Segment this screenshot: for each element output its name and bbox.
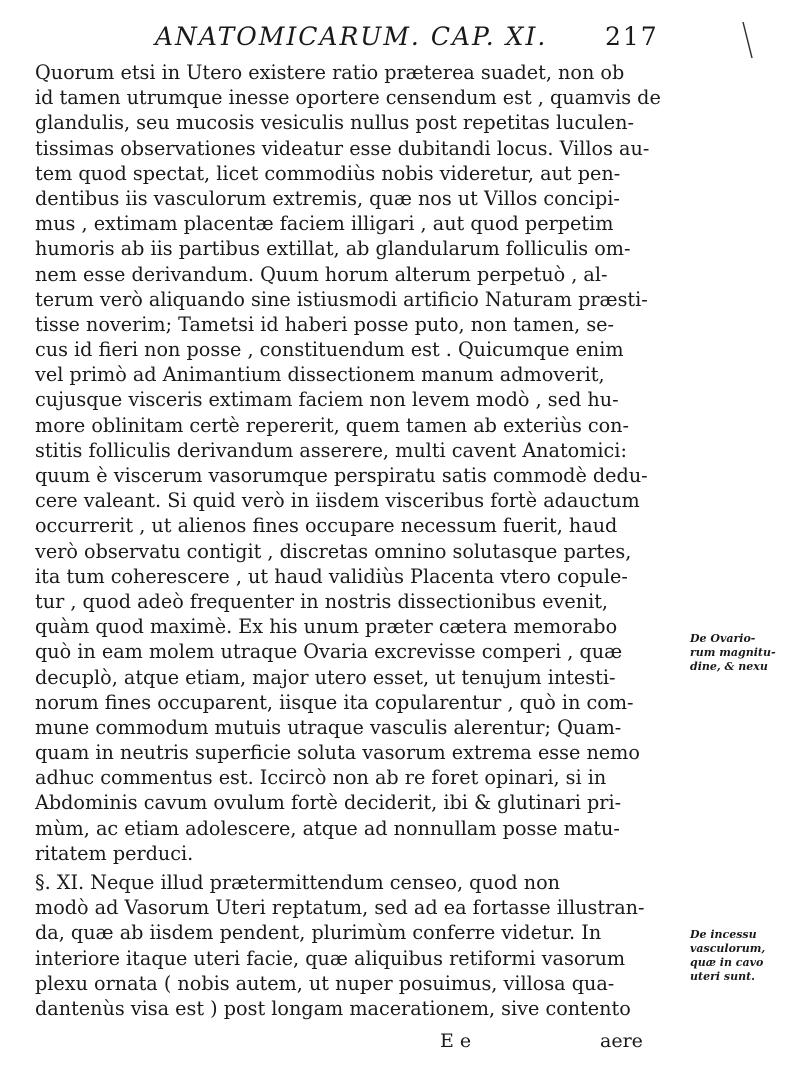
- text-line: verò observatu contigit , discretas omnino solutasque partes,: [35, 539, 632, 563]
- paragraph-1: [35, 60, 675, 866]
- text-line: quum è viscerum vasorumque perspiratu satis commodè dedu-: [35, 464, 648, 487]
- text-line: glandulis, seu mucosis vesiculis nullus post repetitas luculen-: [35, 111, 634, 135]
- text-line: decuplò, atque etiam, major utero esset, ut tenujum intesti-: [35, 665, 616, 689]
- text-line: quàm quod maximè. Ex his unum præter cætera memorabo: [35, 615, 618, 639]
- text-line: dantenùs visa est ) post longam macerationem, sive contento: [35, 996, 631, 1020]
- text-line: vel primò ad Animantium dissectionem manum admoverit,: [35, 363, 605, 387]
- margin-note-line: De incessu: [690, 928, 757, 941]
- text-line: quam in neutris superficie soluta vasorum extrema esse nemo: [35, 741, 640, 765]
- text-line: mùm, ac etiam adolescere, atque ad nonnullam posse matu-: [35, 816, 620, 840]
- margin-note-line: De Ovario-: [690, 632, 756, 645]
- signature-mark: E e: [440, 1030, 472, 1052]
- margin-note-ovaries: [690, 632, 780, 674]
- text-line: modò ad Vasorum Uteri reptatum, sed ad ea fortasse illustran-: [35, 896, 645, 920]
- catchword: aere: [600, 1030, 643, 1052]
- text-line: norum fines occuparent, iisque ita copularentur , quò in com-: [35, 690, 634, 714]
- text-line: more oblinitam certè repererit, quem tamen ab exteriùs con-: [35, 413, 630, 437]
- text-line: terum verò aliquando sine istiusmodi artificio Naturam præsti-: [35, 287, 648, 311]
- text-line: §. XI. Neque illud prætermittendum censeo, quod non: [35, 871, 560, 894]
- margin-note-line: uteri sunt.: [690, 970, 755, 983]
- text-line: cujusque visceris extimam faciem non levem modò , sed hu-: [35, 388, 619, 412]
- text-line: ita tum coherescere , ut haud validiùs Placenta vtero copule-: [35, 564, 628, 588]
- margin-note-line: quæ in cavo: [690, 956, 764, 969]
- header-title: ANATOMICARUM. CAP. XI.: [155, 22, 548, 51]
- text-line: tem quod spectat, licet commodiùs nobis videretur, aut pen-: [35, 161, 621, 185]
- text-line: tur , quod adeò frequenter in nostris dissectionibus evenit,: [35, 589, 609, 613]
- margin-note-vessels: [690, 928, 780, 984]
- text-line: tissimas observationes videatur esse dubitandi locus. Villos au-: [35, 136, 650, 160]
- text-line: nem esse derivandum. Quum horum alterum perpetuò , al-: [35, 262, 608, 286]
- text-line: humoris ab iis partibus extillat, ab glandularum folliculis om-: [35, 237, 631, 261]
- text-line: mus , extimam placentæ faciem illigari , aut quod perpetim: [35, 212, 614, 236]
- text-line: Quorum etsi in Utero existere ratio præterea suadet, non ob: [35, 61, 625, 84]
- margin-note-line: rum magnitu-: [690, 646, 776, 659]
- text-line: id tamen utrumque inesse oportere censendum est , quamvis de: [35, 86, 661, 110]
- text-line: adhuc commentus est. Iccircò non ab re foret opinari, si in: [35, 766, 607, 790]
- text-line: interiore itaque uteri facie, quæ aliquibus retiformi vasorum: [35, 946, 626, 970]
- running-header: [155, 22, 675, 52]
- text-line: dentibus iis vasculorum extremis, quæ nos ut Villos concipi-: [35, 186, 620, 210]
- margin-note-line: dine, & nexu: [690, 660, 768, 673]
- page-number: 217: [605, 22, 659, 51]
- text-line: mune commodum mutuis utraque vasculis alerentur; Quam-: [35, 715, 622, 739]
- margin-stroke-mark: [742, 20, 754, 60]
- text-line: cere valeant. Si quid verò in iisdem visceribus fortè adauctum: [35, 489, 640, 513]
- paragraph-2: [35, 870, 675, 1021]
- text-line: tisse noverim; Tametsi id haberi posse puto, non tamen, se-: [35, 312, 615, 336]
- text-line: quò in eam molem utraque Ovaria excrevisse comperi , quæ: [35, 640, 623, 664]
- margin-note-line: vasculorum,: [690, 942, 766, 955]
- text-line: occurrerit , ut alienos fines occupare necessum fuerit, haud: [35, 514, 618, 538]
- text-line: da, quæ ab iisdem pendent, plurimùm conferre videtur. In: [35, 921, 602, 945]
- text-line: plexu ornata ( nobis autem, ut nuper posuimus, villosa qua-: [35, 971, 615, 995]
- text-line: Abdominis cavum ovulum fortè deciderit, ibi & glutinari pri-: [35, 791, 622, 815]
- text-line: ritatem perduci.: [35, 841, 194, 865]
- main-text-block: [35, 60, 675, 1021]
- text-line: stitis folliculis derivandum asserere, multi cavent Anatomici:: [35, 438, 627, 462]
- text-line: cus id fieri non posse , constituendum est . Quicumque enim: [35, 338, 624, 362]
